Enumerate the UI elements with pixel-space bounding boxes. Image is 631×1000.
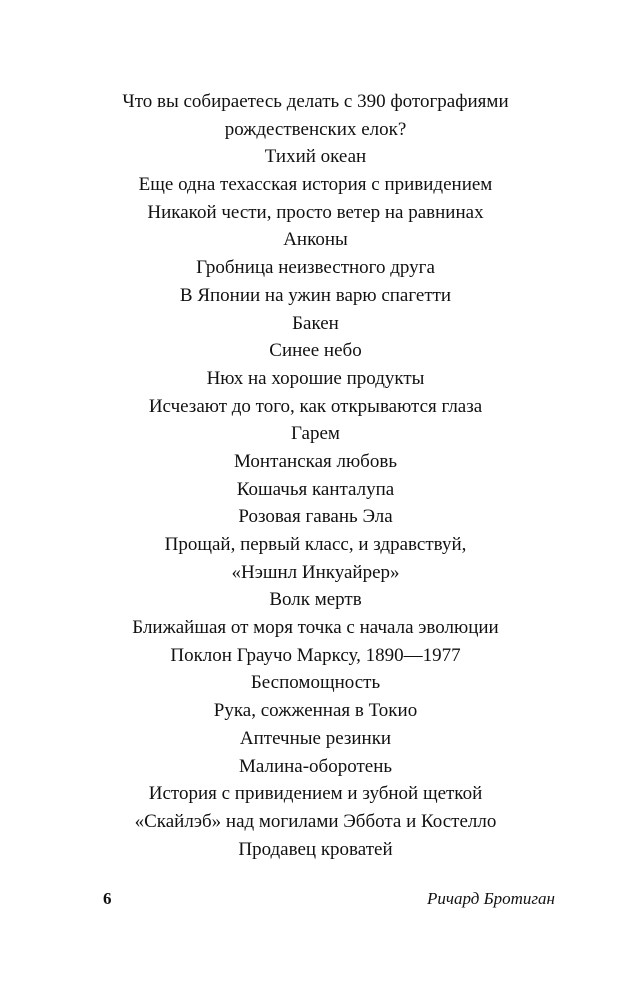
page-number: 6 [103,889,112,908]
toc-entry: Монтанская любовь [233,450,397,472]
toc-entry: Анконы [283,229,348,251]
toc-entry: Рука, сожженная в Токио [213,700,418,722]
toc-entry: Аптечные резинки [239,727,392,749]
running-footer-author: Ричард Бротиган [427,889,555,908]
toc-entry: Кошачья канталупа [236,478,395,500]
toc-entry: Никакой чести, просто ветер на равнинах [147,201,484,223]
toc-entry: Исчезают до того, как открываются глаза [148,395,483,417]
toc-entry: Розовая гавань Эла [238,506,393,528]
toc-entry: Тихий океан [264,146,367,168]
toc-entry: Беспомощность [250,672,381,694]
toc-entry: Синее небо [269,340,362,362]
toc-entry: Поклон Граучо Марксу, 1890—1977 [170,644,461,666]
toc-entry: Прощай, первый класс, и здравствуй, [164,534,467,555]
table-of-contents [0,88,631,863]
toc-entry: «Скайлэб» над могилами Эббота и Костелло [134,810,497,832]
toc-entry: Бакен [292,312,339,334]
toc-entry: В Японии на ужин варю спагетти [179,284,452,306]
toc-entry: Гарем [291,423,340,445]
toc-entry: «Нэшнл Инкуайрер» [231,561,400,583]
toc-entry: Ближайшая от моря точка с начала эволюции [132,617,499,639]
toc-entry: Нюх на хорошие продукты [206,367,425,389]
toc-entry: Гробница неизвестного друга [196,257,435,279]
toc-entry: Продавец кроватей [238,838,393,860]
toc-entry: Малина-оборотень [238,755,393,777]
toc-entry: рождественских елок? [224,118,407,140]
toc-entry: Еще одна техасская история с привидением [138,174,493,196]
toc-entry: История с привидением и зубной щеткой [148,783,483,805]
toc-entry: Что вы собираетесь делать с 390 фотографиями [122,91,509,112]
toc-entry: Волк мертв [269,589,362,611]
